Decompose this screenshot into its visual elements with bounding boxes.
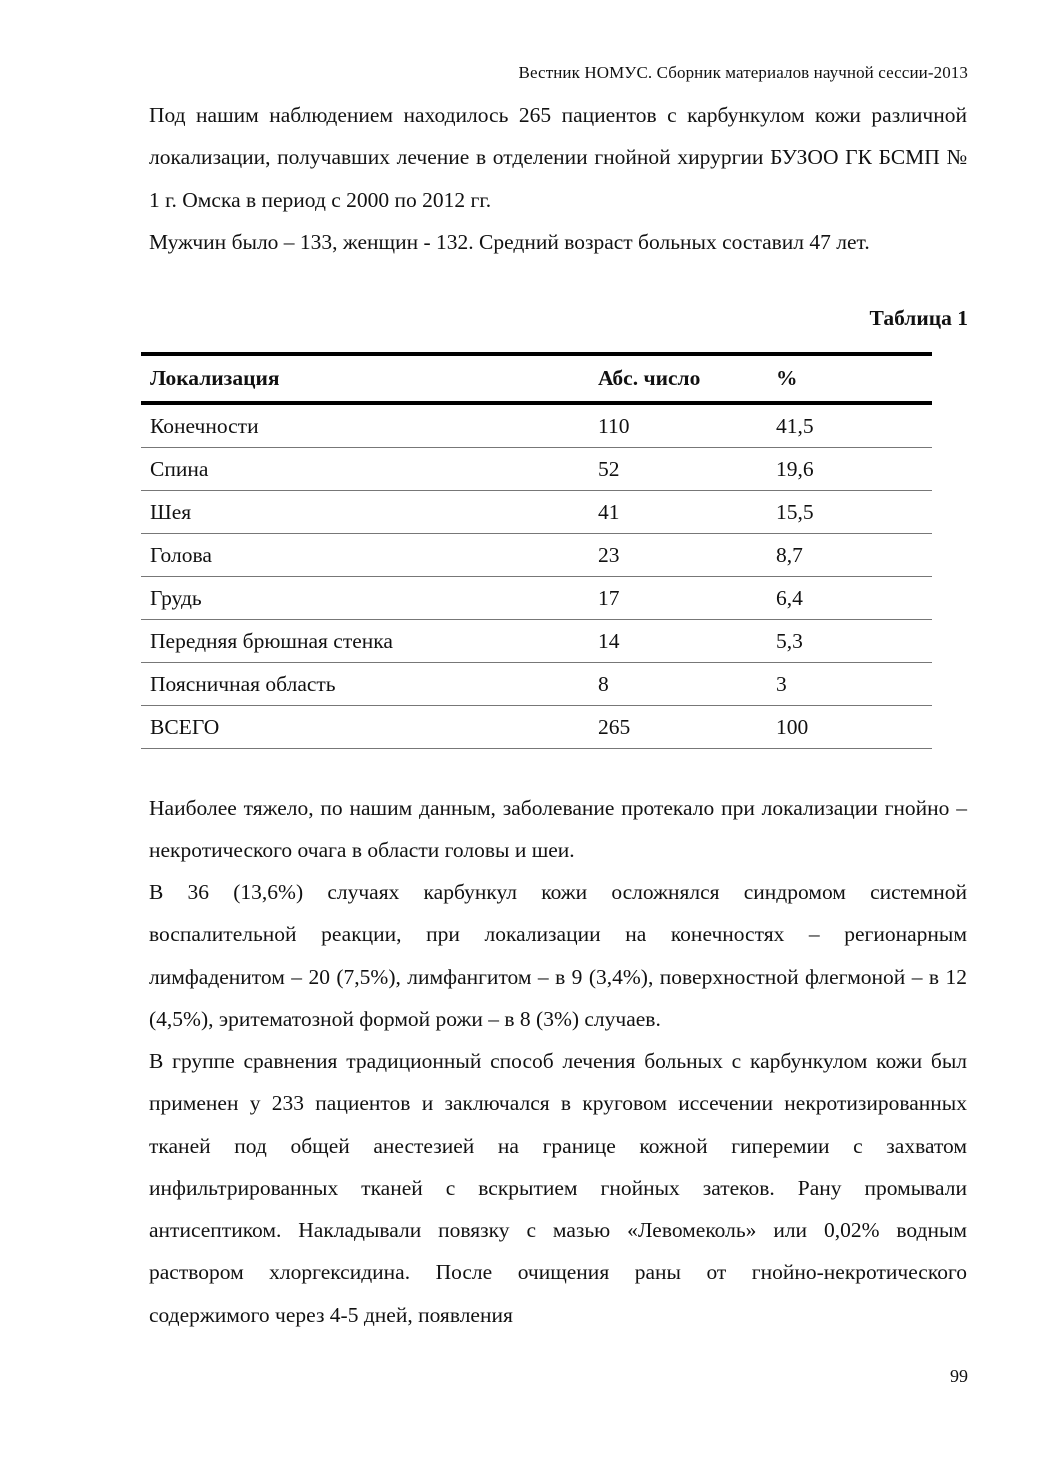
table-row	[141, 403, 932, 448]
cell-localization: Грудь	[141, 577, 589, 620]
cell-count: 41	[589, 491, 767, 534]
paragraph-complications: В 36 (13,6%) случаях карбункул кожи осложнялся синдромом системной воспалительной реакции, при локализации на конечностях – регионарным лимфаденитом – 20 (7,5%), лимфангитом – в 9 (3,4%), поверхностной флегмоной – в 12 (4,5%), эритематозной формой рожи – в 8 (3%) случаев.	[149, 880, 967, 1031]
table-total-row	[141, 706, 932, 749]
cell-percent: 5,3	[767, 620, 932, 663]
cell-localization: Спина	[141, 448, 589, 491]
cell-percent: 6,4	[767, 577, 932, 620]
paragraph-treatment: В группе сравнения традиционный способ лечения больных с карбункулом кожи был применен у 233 пациентов и заключался в круговом иссечении некротизированных тканей под общей анестезией на границе кожной гиперемии с захватом инфильтрированных тканей с вскрытием гнойных затеков. Рану промывали антисептиком. Накладывали повязку с мазью «Левомеколь» или 0,02% водным раствором хлоргексидина. После очищения раны от гнойно-некротического содержимого через 4-5 дней, появления	[149, 1049, 967, 1327]
table-caption: Таблица 1	[869, 306, 968, 330]
cell-count: 265	[589, 706, 767, 749]
page-number: 99	[950, 1366, 968, 1386]
cell-count: 17	[589, 577, 767, 620]
cell-localization: Голова	[141, 534, 589, 577]
table-row	[141, 620, 932, 663]
cell-localization: ВСЕГО	[141, 706, 589, 749]
cell-percent: 19,6	[767, 448, 932, 491]
table-header-row	[141, 354, 932, 403]
cell-percent: 41,5	[767, 403, 932, 448]
paragraph-severity: Наиболее тяжело, по нашим данным, заболевание протекало при локализации гнойно – некротического очага в области головы и шеи.	[149, 796, 967, 863]
cell-localization: Поясничная область	[141, 663, 589, 706]
paragraph-demographics: Мужчин было – 133, женщин - 132. Средний возраст больных составил 47 лет.	[149, 230, 870, 254]
table-row	[141, 534, 932, 577]
paragraph-patients: Под нашим наблюдением находилось 265 пациентов с карбункулом кожи различной локализации, получавших лечение в отделении гнойной хирургии БУЗОО ГК БСМП № 1 г. Омска в период с 2000 по 2012 гг.	[149, 103, 967, 212]
cell-localization: Передняя брюшная стенка	[141, 620, 589, 663]
cell-percent: 8,7	[767, 534, 932, 577]
cell-count: 52	[589, 448, 767, 491]
cell-count: 8	[589, 663, 767, 706]
table-row	[141, 491, 932, 534]
column-header-count: Абс. число	[589, 354, 767, 403]
table-row	[141, 577, 932, 620]
column-header-localization: Локализация	[141, 354, 589, 403]
column-header-percent: %	[767, 354, 932, 403]
cell-localization: Конечности	[141, 403, 589, 448]
cell-percent: 3	[767, 663, 932, 706]
cell-percent: 100	[767, 706, 932, 749]
cell-percent: 15,5	[767, 491, 932, 534]
cell-count: 23	[589, 534, 767, 577]
running-header: Вестник НОМУС. Сборник материалов научной сессии-2013	[518, 63, 968, 82]
cell-count: 110	[589, 403, 767, 448]
cell-localization: Шея	[141, 491, 589, 534]
table-row	[141, 663, 932, 706]
cell-count: 14	[589, 620, 767, 663]
localization-table	[141, 352, 932, 749]
table-row	[141, 448, 932, 491]
